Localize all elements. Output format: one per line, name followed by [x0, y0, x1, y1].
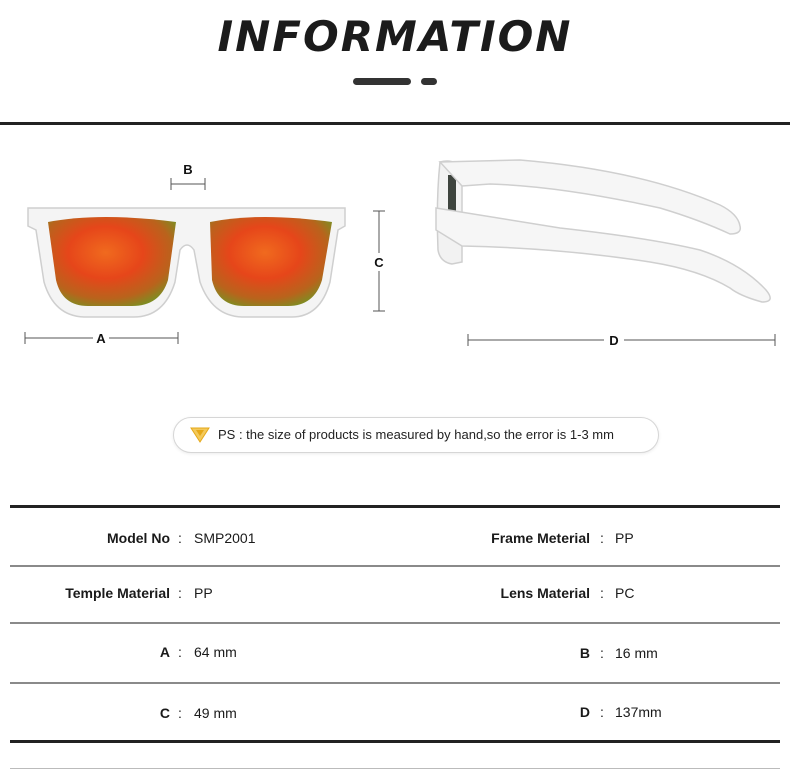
- spec-value-a: 64 mm: [194, 644, 237, 660]
- measurement-note: [173, 417, 659, 453]
- spec-colon: :: [178, 705, 182, 721]
- spec-label-frame-material: Frame Meterial: [491, 530, 590, 546]
- dimension-c: [371, 211, 387, 311]
- spec-value-d: 137mm: [615, 704, 662, 720]
- spec-colon: :: [600, 704, 604, 720]
- spec-row-divider: [10, 565, 780, 567]
- spec-value-model-no: SMP2001: [194, 530, 256, 546]
- spec-value-frame-material: PP: [615, 530, 634, 546]
- spec-row-divider: [10, 622, 780, 624]
- spec-label-temple-material: Temple Material: [65, 585, 170, 601]
- spec-label-model-no: Model No: [107, 530, 170, 546]
- spec-label-d: D: [579, 704, 590, 720]
- spec-colon: :: [600, 645, 604, 661]
- dimension-d: [468, 331, 775, 349]
- spec-row-divider: [10, 682, 780, 684]
- title-underline-long: [353, 78, 411, 85]
- sunglasses-side-image: [436, 160, 770, 302]
- spec-value-b: 16 mm: [615, 645, 658, 661]
- title-underline-short: [421, 78, 437, 85]
- dimension-a-label: A: [96, 331, 106, 346]
- dimension-d-label: D: [609, 333, 619, 348]
- spec-value-c: 49 mm: [194, 705, 237, 721]
- spec-label-b: B: [579, 645, 590, 661]
- spec-label-c: C: [159, 705, 170, 721]
- spec-colon: :: [178, 644, 182, 660]
- spec-table-footer-line: [10, 768, 780, 769]
- note-text: PS : the size of products is measured by hand,so the error is 1-3 mm: [218, 427, 614, 442]
- spec-colon: :: [178, 530, 182, 546]
- front-view-diagram: [0, 140, 400, 360]
- spec-value-temple-material: PP: [194, 585, 213, 601]
- dimension-c-label: C: [374, 255, 384, 270]
- spec-colon: :: [600, 585, 604, 601]
- side-view-diagram: [420, 150, 790, 360]
- spec-table-bottom-border: [10, 740, 780, 743]
- spec-colon: :: [600, 530, 604, 546]
- spec-label-a: A: [159, 644, 170, 660]
- header-divider: [0, 122, 790, 125]
- dimension-b-label: B: [183, 162, 193, 177]
- note-triangle-icon: [190, 426, 210, 444]
- sunglasses-front-image: [28, 208, 345, 317]
- spec-value-lens-material: PC: [615, 585, 635, 601]
- dimension-b: [171, 162, 205, 190]
- spec-table-top-border: [10, 505, 780, 508]
- page-title: INFORMATION: [217, 12, 573, 61]
- spec-label-lens-material: Lens Material: [500, 585, 590, 601]
- dimension-a: [25, 330, 178, 346]
- spec-colon: :: [178, 585, 182, 601]
